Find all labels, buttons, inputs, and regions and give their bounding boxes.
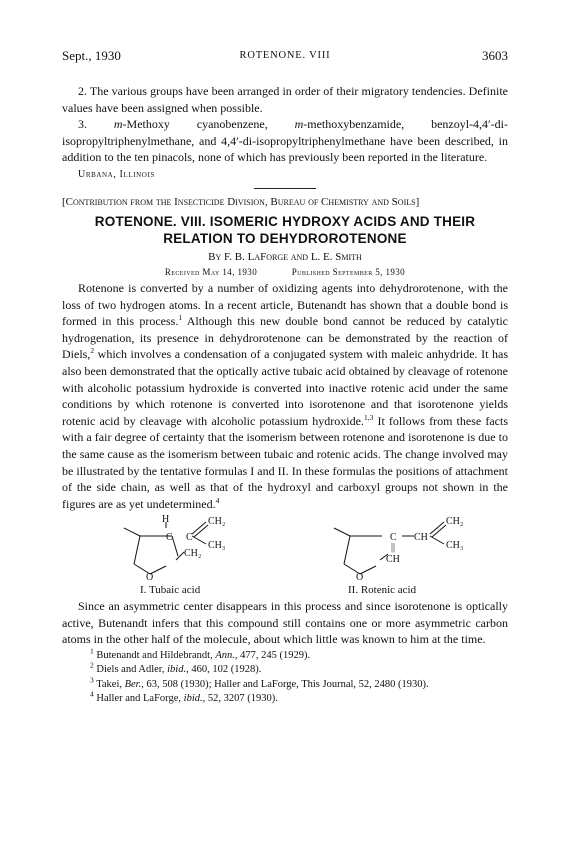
section-divider — [254, 188, 316, 189]
label-ch2-top: CH₂ — [208, 516, 226, 528]
formula-drawings — [102, 514, 482, 582]
author-address: Urbana, Illinois — [78, 168, 155, 180]
label-double-bond: || — [391, 542, 396, 554]
label-c2: C — [186, 532, 193, 544]
footnote-ref: 1 — [178, 313, 183, 323]
label-ch2-ring: CH₂ — [184, 548, 202, 560]
label-ch2-top-2: CH₂ — [446, 516, 464, 528]
page-header — [62, 48, 508, 68]
page-body — [62, 83, 508, 707]
footnotes — [62, 646, 508, 707]
header-date: Sept., 1930 — [62, 48, 121, 63]
footnote-ref: 2 — [90, 346, 95, 356]
previous-paper-conclusion-3: 3. m-Methoxy cyanobenzene, m-methoxybenzamide, benzoyl-4,4′-di-isopropyltriphenylmethane, and 4,4′-di-isopropyltriphenylmethane have been described, in addition to the ten pinacols, none of which has previously been reported in the literature. — [62, 117, 509, 165]
label-h: H — [162, 514, 170, 526]
formula-rotenic-acid — [334, 522, 446, 574]
previous-paper-conclusion-2: 2. The various groups have been arranged in order of their migratory tendencies. Definite values have been assigned when possible. — [62, 84, 508, 115]
caption-rotenic-acid: II. Rotenic acid — [348, 584, 417, 597]
contribution-line: [Contribution from the Insecticide Division, Bureau of Chemistry and Soils] — [62, 195, 420, 208]
footnote-3: $^3$ Takei, Ber., 63, 508 (1930); Haller and LaForge, This Journal, 52, 2480 (1930). — [90, 675, 429, 690]
label-ch3-2: CH₃ — [446, 540, 464, 552]
article-authors: By F. B. LaForge and L. E. Smith — [208, 250, 362, 263]
running-title: ROTENONE. VIII — [239, 50, 331, 61]
article-title: ROTENONE. VIII. ISOMERIC HYDROXY ACIDS AND THEIR RELATION TO DEHYDROROTENONE — [94, 213, 476, 246]
label-ch: CH — [414, 532, 428, 544]
label-o-2: O — [356, 572, 364, 583]
label-o: O — [146, 572, 154, 583]
published-date: Published September 5, 1930 — [291, 266, 406, 277]
article-dates — [62, 265, 508, 279]
footnote-ref: 1,3 — [363, 412, 374, 422]
paragraph-2: Since an asymmetric center disappears in this process and since isorotenone is optically active, Butenandt infers that this compound still contains one or more asymmetric carbon atoms in the other half of the molecule, about which little was known to him at the time. — [62, 599, 508, 647]
label-ch3: CH₃ — [208, 540, 226, 552]
footnote-2: $^2$ Diels and Adler, ibid., 460, 102 (1928). — [90, 660, 262, 676]
footnote-1: $^1$ Butenandt and Hildebrandt, Ann., 477, 245 (1929). — [90, 646, 311, 662]
label-c3: C — [390, 532, 397, 544]
label-c1: C — [166, 532, 173, 544]
footnote-4: $^4$ Haller and LaForge, ibid., 52, 3207 (1930). — [90, 689, 278, 705]
page-number: 3603 — [482, 48, 508, 63]
structural-formulas — [62, 514, 508, 598]
footnote-ref: 4 — [215, 495, 220, 505]
received-date: Received May 14, 1930 — [164, 266, 258, 277]
caption-tubaic-acid: I. Tubaic acid — [140, 584, 201, 597]
paragraph-1: Rotenone is converted by a number of oxidizing agents into dehydrorotenone, with the loss of two hydrogen atoms. In a recent article, Butenandt has shown that a double bond is formed in this process.$^1$ Although this new double bond cannot be reduced by catalytic hydrogenation, its presence in dehydrorotenone can be demonstrated by the reaction of Diels,$^2$ which involves a condensation of a conjugated system with maleic anhydride. It has also been demonstrated that the optically active tubaic acid obtained by cleavage of rotenone with alcoholic potassium hydroxide is converted into inactive rotenic acid under the same conditions by which rotenone is converted into isorotenone and that isorotenone yields rotenic acid by cleavage with alcoholic potassium hydroxide.$^{1,3}$ It follows from these facts with a fair degree of certainty that the isomerism between rotenone and isorotenone is due to the same cause as the isomerism between tubaic and rotenic acids. The change involved may be illustrated by the tentative formulas I and II. In these formulas the positions of attachment of the side chain, as well as that of the hydroxyl and carboxyl groups not shown in the figures are as yet undetermined.$^4$ — [62, 280, 509, 511]
label-ch-ring: CH — [386, 554, 400, 566]
